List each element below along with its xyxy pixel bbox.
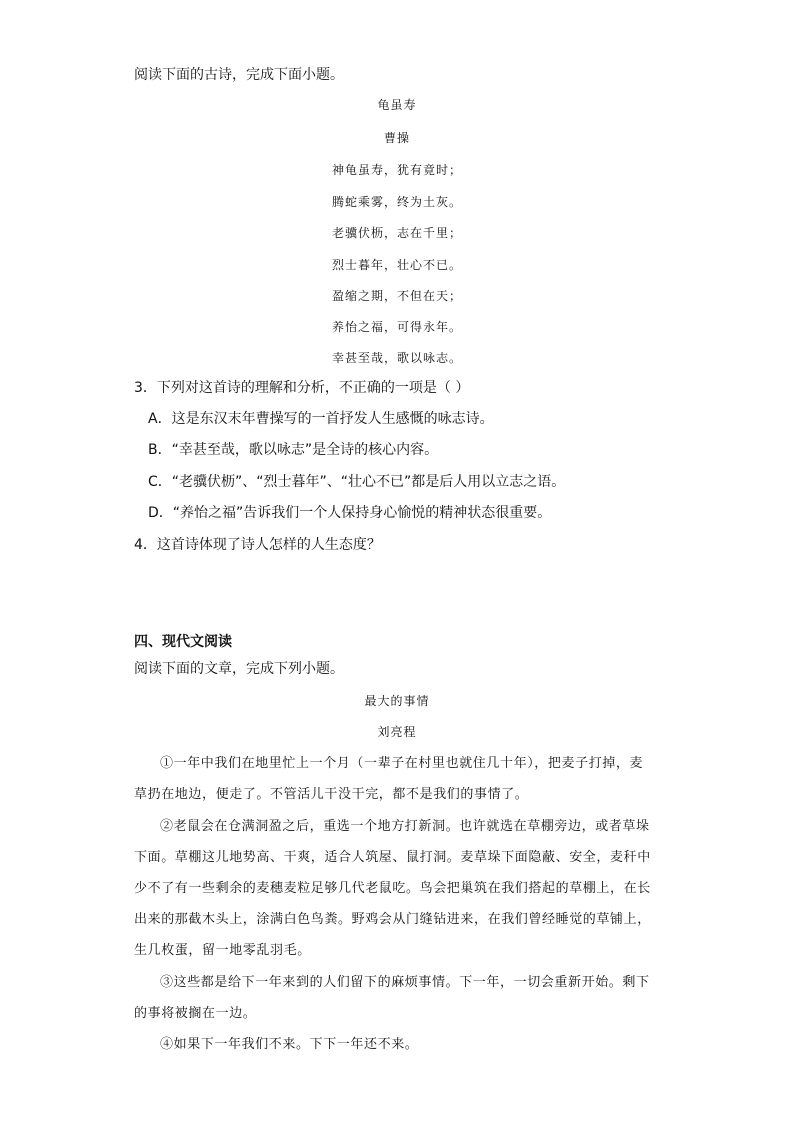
article-paragraph-line: 下面。草棚这儿地势高、干爽，适合人筑屋、鼠打洞。麦草垛下面隐蔽、安全，麦秆中 (134, 850, 651, 865)
article-author: 刘亮程 (377, 725, 417, 739)
poem-line: 老骥伏枥，志在千里； (331, 226, 462, 240)
intro-text: 阅读下面的古诗，完成下面小题。 (134, 67, 344, 83)
poem-line: 烈士暮年，壮心不已。 (331, 258, 462, 272)
question-3-option-c: C．“老骥伏枥”、“烈士暮年”、“壮心不已”都是后人用以立志之语。 (148, 474, 566, 490)
section-intro: 阅读下面的文章，完成下列小题。 (134, 661, 344, 677)
article-title: 最大的事情 (364, 694, 430, 708)
poem-line: 盈缩之期，不但在天； (331, 289, 462, 303)
poem-title: 龟虽寿 (377, 98, 417, 112)
article-paragraph-line: ④如果下一年我们不来。下下一年还不来。 (160, 1037, 419, 1052)
question-3-option-d: D．“养怡之福”告诉我们一个人保持身心愉悦的精神状态很重要。 (148, 505, 552, 521)
section-heading: 四、现代文阅读 (134, 634, 232, 650)
poem-line: 幸甚至哉，歌以咏志。 (331, 351, 462, 365)
question-3-stem: 3．下列对这首诗的理解和分析，不正确的一项是（ ） (134, 380, 470, 396)
article-paragraph-line: 出来的那截木头上，涂满白色鸟粪。野鸡会从门缝钻进来，在我们曾经睡觉的草铺上， (134, 912, 651, 927)
article-paragraph-line: 的事将被搁在一边。 (134, 1006, 257, 1021)
article-paragraph-line: ①一年中我们在地里忙上一个月（一辈子在村里也就住几十年），把麦子打掉，麦 (160, 756, 644, 771)
poem-line: 腾蛇乘雾，终为土灰。 (331, 195, 462, 209)
article-paragraph-line: ②老鼠会在仓满洞盈之后，重选一个地方打新洞。也许就选在草棚旁边，或者草垛 (160, 819, 650, 834)
poem-author: 曹操 (383, 131, 410, 145)
article-paragraph-line: 草扔在地边，便走了。不管活儿干没干完，都不是我们的事情了。 (134, 787, 529, 802)
poem-line: 养怡之福，可得永年。 (331, 320, 462, 334)
question-3-option-b: B．“幸甚至哉，歌以咏志”是全诗的核心内容。 (148, 442, 439, 458)
article-paragraph-line: ③这些都是给下一年来到的人们留下的麻烦事情。下一年，一切会重新开始。剩下 (160, 975, 650, 990)
article-paragraph-line: 少不了有一些剩余的麦穗麦粒足够几代老鼠吃。鸟会把巢筑在我们搭起的草棚上，在长 (134, 881, 651, 896)
article-paragraph-line: 生几枚蛋，留一地零乱羽毛。 (134, 943, 311, 958)
question-3-option-a: A．这是东汉末年曹操写的一首抒发人生感慨的咏志诗。 (148, 411, 494, 427)
question-4-stem: 4．这首诗体现了诗人怎样的人生态度？ (134, 537, 381, 553)
poem-line: 神龟虽寿，犹有竟时； (331, 163, 462, 177)
